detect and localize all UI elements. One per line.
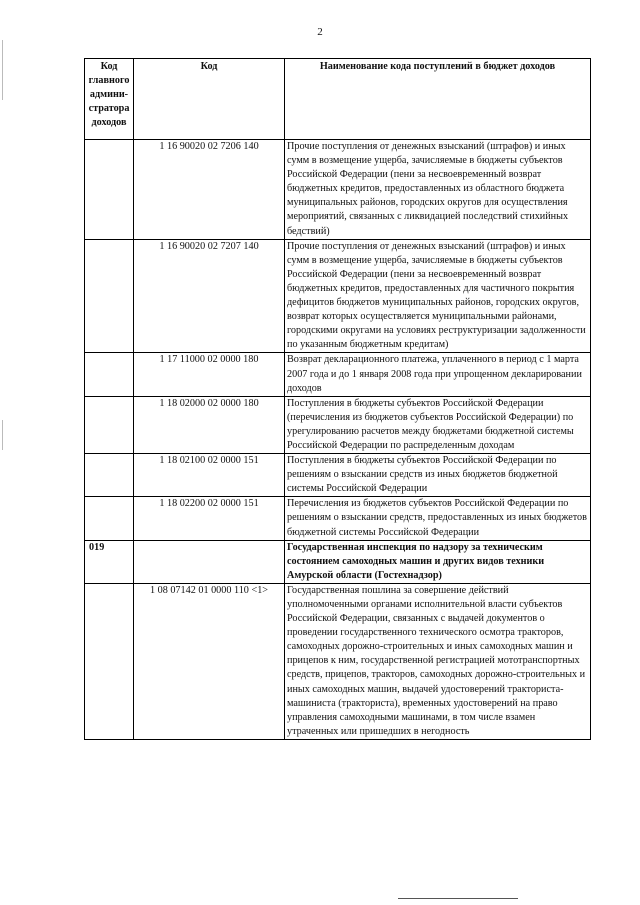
- admin-code-cell: [85, 497, 134, 540]
- admin-code-cell: [85, 583, 134, 739]
- header-admin-code: Код главного админи-стратора доходов: [85, 59, 134, 140]
- table-row: [85, 454, 591, 497]
- administrator-name-cell: Государственная инспекция по надзору за техническим состоянием самоходных машин и других видов техники Амурской области (Гостехнадзор): [285, 540, 591, 583]
- admin-code-cell: [85, 239, 134, 353]
- table-row: [85, 583, 591, 739]
- revenue-code-cell: 1 18 02200 02 0000 151: [134, 497, 285, 540]
- revenue-code-cell: 1 08 07142 01 0000 110 <1>: [134, 583, 285, 739]
- revenue-code-cell: 1 18 02100 02 0000 151: [134, 454, 285, 497]
- revenue-code-cell: 1 18 02000 02 0000 180: [134, 396, 285, 453]
- left-margin-mark: [2, 420, 3, 450]
- bottom-divider: [398, 898, 518, 899]
- admin-code-cell: [85, 396, 134, 453]
- revenue-name-cell: Государственная пошлина за совершение действий уполномоченными органами исполнительной власти субъектов Российской Федерации, связанных с выдачей документов о проведении государственного технического осмотра тракторов, самоходных дорожно-строительных и иных самоходных машин и прицепов к ним, государственной регистрацией мототранспортных средств, прицепов, тракторов, самоходных дорожно-строительных и иных самоходных машин, выдачей удостоверений тракториста-машиниста (тракториста), временных удостоверений на право управления самоходными машинами, в том числе взамен утраченных или пришедших в негодность: [285, 583, 591, 739]
- revenue-name-cell: Возврат декларационного платежа, уплаченного в период с 1 марта 2007 года и до 1 января 2008 года при упрощенном декларировании доходов: [285, 353, 591, 396]
- revenue-name-cell: Перечисления из бюджетов субъектов Российской Федерации по решениям о взыскании средств, предоставленных из иных бюджетов бюджетной системы Российской Федерации: [285, 497, 591, 540]
- header-name: Наименование кода поступлений в бюджет доходов: [285, 59, 591, 140]
- revenue-code-cell: [134, 540, 285, 583]
- revenue-name-cell: Прочие поступления от денежных взысканий (штрафов) и иных сумм в возмещение ущерба, зачисляемые в бюджеты субъектов Российской Федерации (пени за несвоевременный возврат бюджетных кредитов, предоставленных из областного бюджета муниципальных районов, городских округов для осуществления мероприятий, связанных с ликвидацией последствий стихийных бедствий): [285, 140, 591, 240]
- revenue-name-cell: Поступления в бюджеты субъектов Российской Федерации (перечисления из бюджетов субъектов Российской Федерации) по урегулированию расчетов между бюджетами бюджетной системы Российской Федерации по распределенным доходам: [285, 396, 591, 453]
- left-margin-mark: [2, 40, 3, 100]
- header-code: Код: [134, 59, 285, 140]
- table-row-administrator: [85, 540, 591, 583]
- revenue-code-cell: 1 17 11000 02 0000 180: [134, 353, 285, 396]
- revenue-name-cell: Поступления в бюджеты субъектов Российской Федерации по решениям о взыскании средств из иных бюджетов бюджетной системы Российской Федерации: [285, 454, 591, 497]
- admin-code-cell: 019: [85, 540, 134, 583]
- revenue-name-cell: Прочие поступления от денежных взысканий (штрафов) и иных сумм в возмещение ущерба, зачисляемые в бюджеты субъектов Российской Федерации (пени за несвоевременный возврат бюджетных кредитов, предоставленных для частичного покрытия дефицитов бюджетов муниципальных районов, городских округов, возврат которых осуществляется муниципальными районами, городскими округами на условиях реструктуризации задолженности по указанным бюджетным кредитам): [285, 239, 591, 353]
- admin-code-cell: [85, 454, 134, 497]
- table-row: [85, 353, 591, 396]
- admin-code-cell: [85, 140, 134, 240]
- table-header-row: [85, 59, 591, 140]
- admin-code-cell: [85, 353, 134, 396]
- table-row: [85, 396, 591, 453]
- revenue-code-cell: 1 16 90020 02 7207 140: [134, 239, 285, 353]
- revenue-code-cell: 1 16 90020 02 7206 140: [134, 140, 285, 240]
- table-row: [85, 497, 591, 540]
- page-number: 2: [317, 26, 323, 38]
- table-row: [85, 239, 591, 353]
- revenue-codes-table: [84, 58, 591, 740]
- table-row: [85, 140, 591, 240]
